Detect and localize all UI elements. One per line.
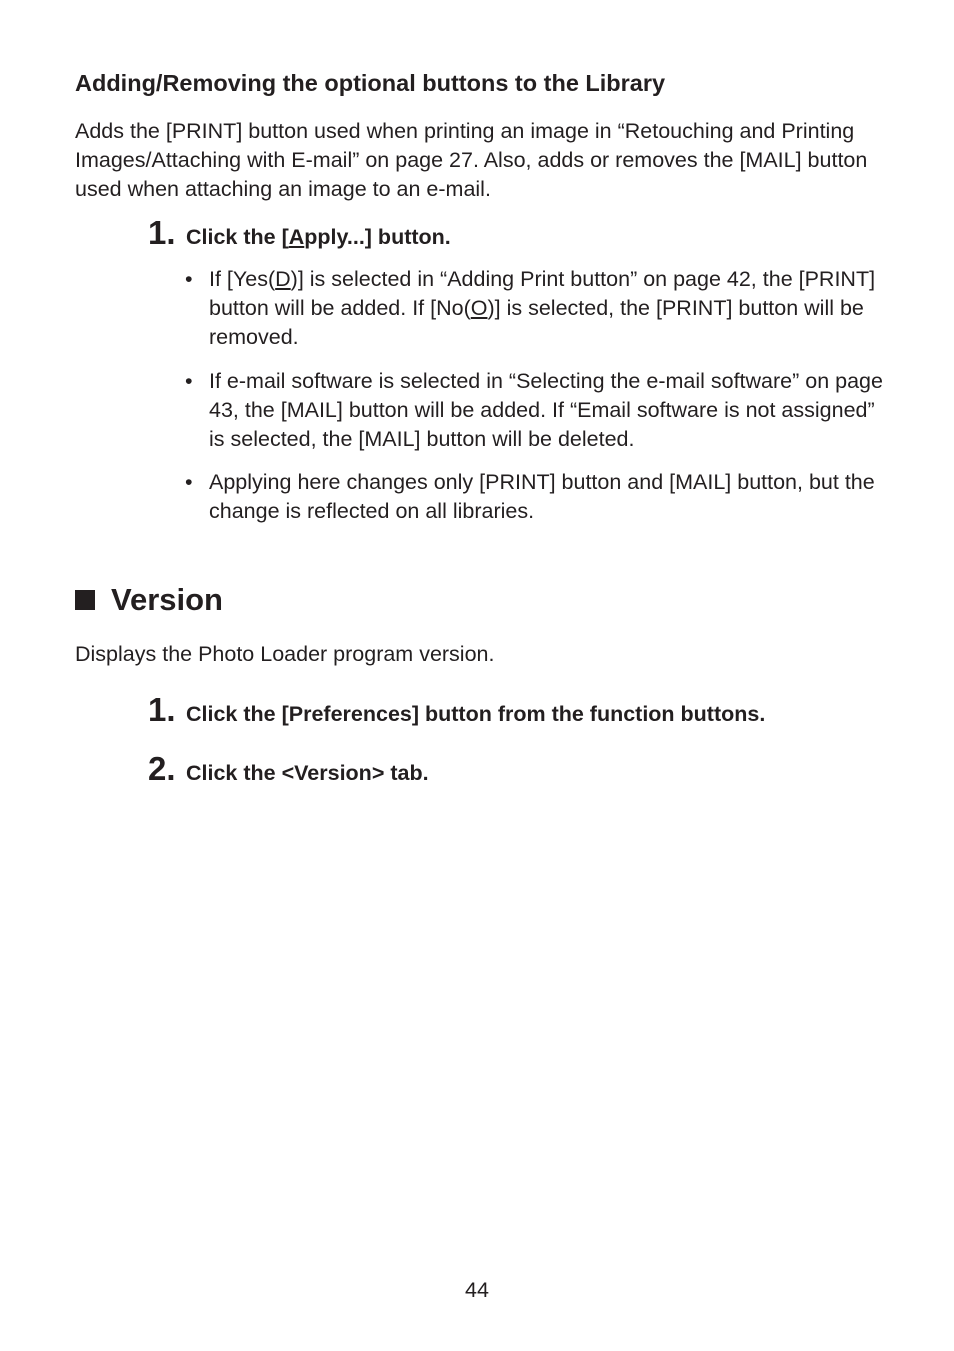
bullet-text-part: If [Yes( bbox=[209, 267, 276, 291]
bullet-text-underlined: D bbox=[275, 267, 291, 291]
step-text bbox=[186, 219, 451, 255]
bullet-text bbox=[209, 267, 875, 349]
version-description: Displays the Photo Loader program version. bbox=[75, 642, 495, 666]
step-text: Click the [Preferences] button from the function buttons. bbox=[186, 702, 766, 726]
section-intro: Adds the [PRINT] button used when printing an image in “Retouching and Printing Images/Attaching with E-mail” on page 27. Also, adds or removes the [MAIL] button used when attaching an image to an e-mail. bbox=[75, 119, 868, 201]
step-text-before: Click the [ bbox=[186, 225, 289, 249]
list-item bbox=[185, 367, 885, 454]
step-text: Click the <Version> tab. bbox=[186, 761, 429, 785]
page-number: 44 bbox=[465, 1278, 489, 1302]
step-version-tab bbox=[148, 751, 908, 791]
bullet-text: If e-mail software is selected in “Selecting the e-mail software” on page 43, the [MAIL] button will be added. If “Email software is not assigned” is selected, the [MAIL] button will be deleted. bbox=[209, 368, 883, 451]
section-heading: Adding/Removing the optional buttons to the Library bbox=[75, 70, 666, 96]
step-number: 2. bbox=[148, 750, 176, 787]
list-item bbox=[185, 265, 885, 352]
step-number: 1. bbox=[148, 691, 176, 728]
square-icon bbox=[75, 590, 95, 610]
step-text-after: pply...] button. bbox=[304, 225, 451, 249]
version-heading-text: Version bbox=[111, 582, 223, 617]
version-heading bbox=[75, 580, 223, 620]
bullet-list bbox=[185, 265, 885, 541]
bullet-text-part: )] is selected, the [PRINT] button will be removed. bbox=[209, 296, 864, 349]
step-apply bbox=[148, 215, 908, 255]
bullet-text-underlined: O bbox=[470, 296, 488, 320]
bullet-text-part: )] is selected in “Adding Print button” on page 42, the [PRINT] button will be added. If [No( bbox=[209, 267, 876, 320]
bullet-text: Applying here changes only [PRINT] button and [MAIL] button, but the change is reflected on all libraries. bbox=[209, 470, 875, 523]
step-number: 1. bbox=[148, 214, 176, 251]
bullet-dot: • bbox=[185, 368, 193, 393]
bullet-dot: • bbox=[185, 267, 193, 291]
list-item bbox=[185, 468, 885, 526]
bullet-dot: • bbox=[185, 470, 193, 494]
step-preferences bbox=[148, 692, 908, 732]
step-text-underlined: A bbox=[288, 225, 305, 249]
